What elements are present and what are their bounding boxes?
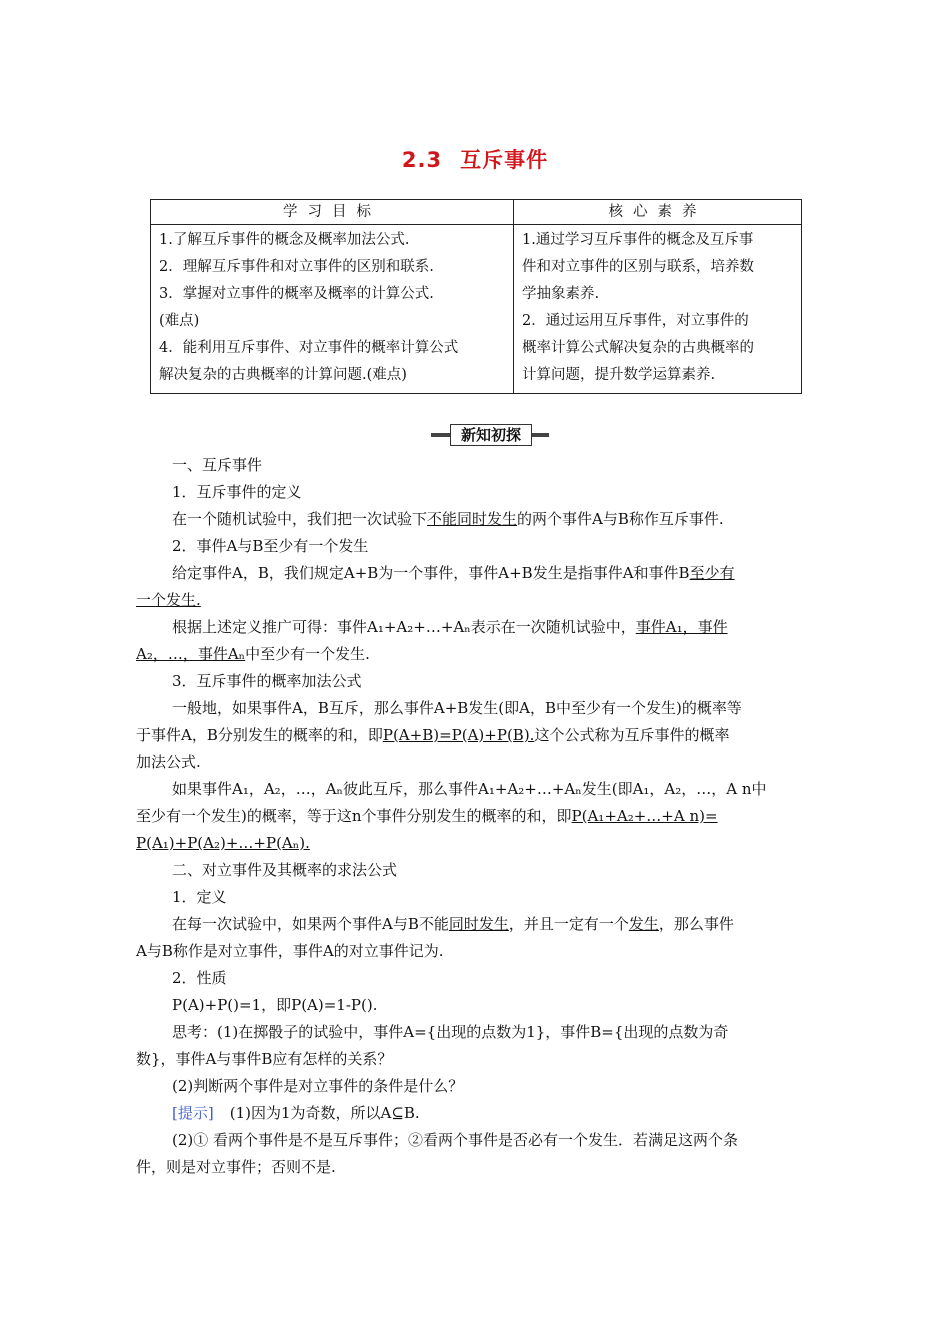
text: 于事件A，B分别发生的概率的和，即 [136,726,383,744]
underlined-text: A₂，…，事件Aₙ [136,645,246,663]
literacy-header: 核心素养 [514,200,802,225]
goal-line: 解决复杂的古典概率的计算问题.(难点) [159,367,407,383]
hint [136,1100,816,1127]
goals-cell [151,225,514,394]
hint-continued: (2)① 看两个事件是不是互斥事件；②看两个事件是否必有一个发生．若满足这两个条 [172,1131,739,1149]
text: 给定事件A，B，我们规定A+B为一个事件，事件A+B发生是指事件A和事件B [172,564,690,582]
paragraph-continued: 加法公式. [136,753,201,771]
subheading-definition: 1．互斥事件的定义 [172,483,302,501]
section-number: 2.3 [401,148,443,172]
question: 思考：(1)在掷骰子的试验中，事件A={出现的点数为1}，事件B={出现的点数为奇 [172,1023,729,1041]
underlined-text: 发生 [628,915,659,933]
text: 根据上述定义推广可得：事件A₁+A₂+…+Aₙ表示在一次随机试验中， [172,618,636,636]
paragraph-continued [136,641,816,668]
paragraph-continued [136,803,816,830]
text: 在每一次试验中，如果两个事件A与B不能 [172,915,449,933]
paragraph-continued [136,722,816,749]
underlined-text: 不能同时发生 [427,510,518,528]
subheading-definition-2: 1．定义 [172,888,227,906]
text: (1)因为1为奇数，所以A⊆B. [229,1104,420,1122]
subheading-property: 2．性质 [172,969,227,987]
formula-line: P(A)+P()=1，即P(A)=1-P(). [172,996,378,1014]
heading-complementary: 二、对立事件及其概率的求法公式 [172,861,398,879]
formula: P(A+B)=P(A)+P(B). [382,726,535,744]
paragraph [136,560,816,587]
text: 至少有一个发生)的概率，等于这n个事件分别发生的概率的和，即 [136,807,572,825]
underlined-text: 事件A₁，事件 [635,618,728,636]
text: 这个公式称为互斥事件的概率 [534,726,730,744]
formula: P(A₁+A₂+…+A n)= [571,807,718,825]
literacy-line: 1.通过学习互斥事件的概念及互斥事 [522,232,754,248]
paragraph-continued [136,587,816,614]
text: 中至少有一个发生. [245,645,370,663]
section-title-text: 互斥事件 [460,148,549,172]
content-body [136,452,816,1181]
literacy-line: 件和对立事件的区别与联系，培养数 [522,259,754,275]
paragraph: 一般地，如果事件A，B互斥，那么事件A+B发生(即A，B中至少有一个发生)的概率等 [172,699,742,717]
text: 的两个事件A与B称作互斥事件. [517,510,724,528]
underlined-text: 至少有 [689,564,735,582]
goal-line: 1.了解互斥事件的概念及概率加法公式. [159,232,410,248]
literacy-line: 学抽象素养. [522,286,600,302]
goal-line: 4．能利用互斥事件、对立事件的概率计算公式 [159,340,459,356]
hint-tag: [提示] [172,1104,214,1122]
underlined-text: 一个发生. [136,591,201,609]
formula: P(A₁)+P(A₂)+…+P(Aₙ). [136,834,310,852]
heading-mutually-exclusive: 一、互斥事件 [172,456,263,474]
subheading-addition-formula: 3．互斥事件的概率加法公式 [172,672,362,690]
goal-line: 3．掌握对立事件的概率及概率的计算公式. [159,286,434,302]
paragraph-continued: A与B称作是对立事件，事件A的对立事件记为. [136,942,444,960]
goals-header: 学习目标 [151,200,514,225]
underlined-text: 同时发生 [448,915,509,933]
subheading-at-least-one: 2．事件A与B至少有一个发生 [172,537,369,555]
literacy-line: 计算问题，提升数学运算素养. [522,367,716,383]
question: (2)判断两个事件是对立事件的条件是什么？ [172,1077,464,1095]
paragraph: 如果事件A₁，A₂，…，Aₙ彼此互斥，那么事件A₁+A₂+…+Aₙ发生(即A₁，A₂，…，A n中 [172,780,767,798]
text: 在一个随机试验中，我们把一次试验下 [172,510,428,528]
question-continued: 数}，事件A与事件B应有怎样的关系？ [136,1050,393,1068]
goal-line: 2．理解互斥事件和对立事件的区别和联系. [159,259,434,275]
literacy-line: 概率计算公式解决复杂的古典概率的 [522,340,754,356]
hint-continued: 件，则是对立事件；否则不是. [136,1158,336,1176]
paragraph [136,506,816,533]
section-title [0,144,950,174]
learning-goals-table [150,199,802,394]
paragraph [136,614,816,641]
goal-line: (难点) [159,313,200,329]
text: ，那么事件 [658,915,734,933]
section-banner [426,424,554,446]
literacy-line: 2．通过运用互斥事件，对立事件的 [522,313,749,329]
paragraph [136,911,816,938]
paragraph-continued [136,830,816,857]
text: ，并且一定有一个 [508,915,629,933]
banner-label: 新知初探 [450,424,532,446]
literacy-cell [514,225,802,394]
